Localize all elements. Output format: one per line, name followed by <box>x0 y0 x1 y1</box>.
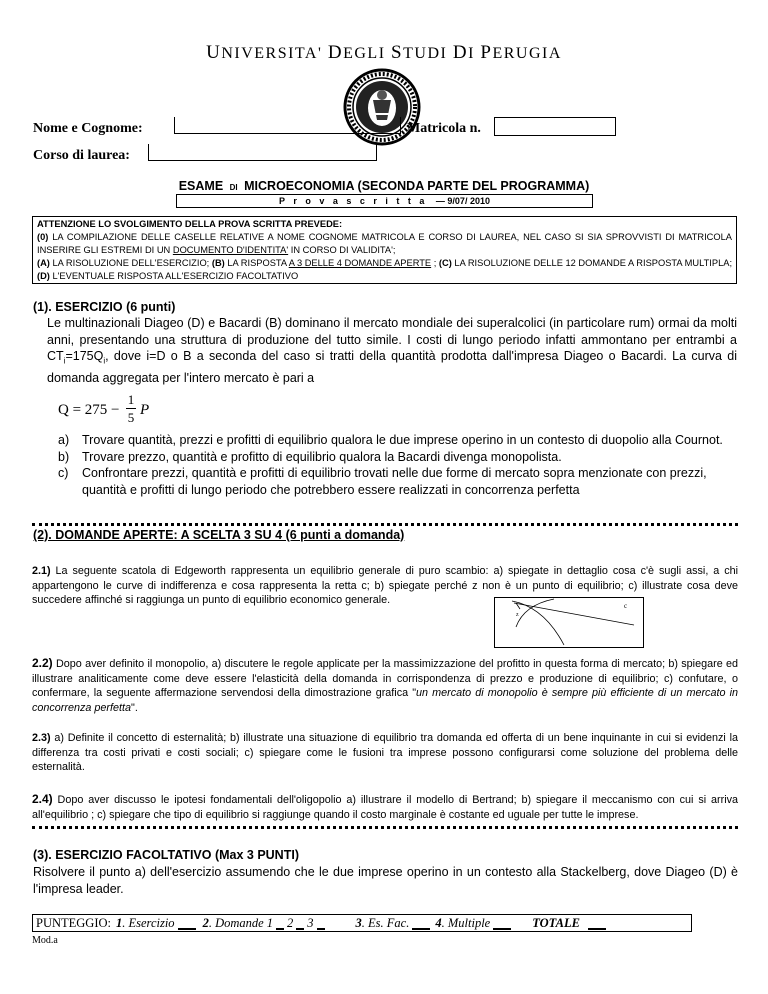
section3-text: Risolvere il punto a) dell'esercizio assumendo che le due imprese operino in un contesto alla Stackelberg, dove Diageo (D) è l'impresa leader. <box>33 865 738 896</box>
section1-item-b <box>58 449 738 466</box>
q3-tag: 2.3) <box>32 732 51 744</box>
score-sub-3: 3 <box>307 915 314 930</box>
attention-box <box>32 216 737 284</box>
corso-label: Corso di laurea: <box>33 148 130 163</box>
score-n4: 4 <box>435 915 442 930</box>
item-text: Trovare quantità, prezzi e profitti di equilibrio qualora le due imprese operino in un contesto di duopolio alla Cournot. <box>82 433 723 447</box>
formula-numerator: 1 <box>127 392 135 407</box>
attention-tag-0: (0) <box>37 232 49 242</box>
section1-paragraph <box>47 315 737 387</box>
question-2-2 <box>32 656 738 715</box>
item-text: Trovare prezzo, quantità e profitto di equilibrio qualora la Bacardi divenga monopolista. <box>82 449 562 464</box>
form-code: Mod.a <box>32 935 58 946</box>
attention-tag-c: (C) <box>438 258 452 268</box>
score-table <box>32 914 692 932</box>
university-title <box>0 42 768 64</box>
matricola-field[interactable] <box>494 117 616 136</box>
attention-text-b-underlined: A 3 DELLE 4 DOMANDE APERTE <box>288 258 432 268</box>
section3-heading: (3). ESERCIZIO FACOLTATIVO (Max 3 PUNTI) <box>33 848 299 862</box>
corso-field[interactable] <box>148 144 377 161</box>
item-text: Confrontare prezzi, quantità e profitti di equilibrio trovati nelle due forme di mercato sopra menzionate con prezzi, quantità e profitti di lungo periodo che potrebbero essere realizzati in concorrenza perfetta <box>82 466 707 497</box>
score-field-domanda-1[interactable] <box>276 917 284 930</box>
q4-tag: 2.4) <box>32 792 53 806</box>
section1-text-a: Le multinazionali Diageo (D) e Bacardi (B) dominano il mercato mondiale dei superalcolici (in particolare rum) ormai da molti anni, presentando una struttura di produzione del tutto simile. I costi di lungo periodo infatti ammontano per entrambi a CT <box>47 316 737 363</box>
attention-tag-a: (A) <box>37 258 50 268</box>
question-2-3 <box>32 731 738 775</box>
score-l1: . Esercizio <box>122 915 175 930</box>
prova-label: P r o v a s c r i t t a <box>279 196 428 206</box>
attention-tag-d: (D) <box>37 271 50 281</box>
attention-text-c: LA RISOLUZIONE DELLE 12 DOMANDE A RISPOSTA MULTIPLA; <box>451 258 733 268</box>
attention-doc: DOCUMENTO D'IDENTITA' <box>172 245 289 255</box>
section1-item-a <box>58 432 738 449</box>
score-field-esercizio[interactable] <box>178 917 196 930</box>
score-l2: . Domande 1 <box>208 915 274 930</box>
score-field-domanda-2[interactable] <box>296 917 304 930</box>
item-tag: a) <box>58 433 70 447</box>
formula-lhs: Q = 275 − <box>58 402 120 418</box>
score-total-label: TOTALE <box>532 915 580 930</box>
attention-text-b-end: ; <box>431 258 439 268</box>
section1-heading: (1). ESERCIZIO (6 punti) <box>33 300 176 314</box>
score-field-domanda-3[interactable] <box>317 917 325 930</box>
exam-title-di: DI <box>229 183 238 192</box>
fig-label-z: z <box>516 612 519 618</box>
score-field-facoltativo[interactable] <box>412 917 430 930</box>
score-l4: . Multiple <box>441 915 491 930</box>
q1-text: La seguente scatola di Edgeworth rappresenta un equilibrio generale di puro scambio: a) spiegate in dettaglio cosa c'è sugli assi, a chi appartengono le curve di indifferenza e cosa rappresenta la retta c; b) spiegate perché z non è un punto di equilibrio; c) illustrate cosa deve succedere affinché si raggiunga un punto di equilibrio economico generale. <box>32 565 738 606</box>
edgeworth-box-figure <box>494 597 644 648</box>
attention-tag-b: (B) <box>211 258 225 268</box>
section1-sub-i2: i <box>103 356 106 366</box>
score-label: PUNTEGGIO: <box>36 915 111 930</box>
formula-rhs: P <box>140 402 150 418</box>
name-field-frame <box>174 117 401 134</box>
score-l3: . Es. Fac. <box>361 915 410 930</box>
q3-text: a) Definite il concetto di esternalità; b) illustrate una situazione di equilibrio tra domanda ed offerta di un bene inquinante in cui si evidenzi la differenza tra costi privati e costi sociali; c) spiegare come le fusioni tra imprese possono configurarsi come soluzione del problema delle esternalità. <box>32 732 738 773</box>
exam-title <box>0 179 768 193</box>
score-sub-2: 2 <box>287 915 294 930</box>
section1-items <box>58 432 738 498</box>
attention-text-a: LA RISOLUZIONE DELL'ESERCIZIO; <box>49 258 212 268</box>
section1-item-c <box>58 465 738 498</box>
divider-2 <box>32 826 738 829</box>
item-tag: b) <box>58 449 70 464</box>
q1-tag: 2.1) <box>32 565 51 577</box>
section1-text-c: , dove i=D o B a seconda del caso si tratti della quantità prodotta dall'impresa Diageo o Bacardi. La curva di domanda aggregata per l'intero mercato è pari a <box>47 349 737 385</box>
section1-sub-i: i <box>63 356 66 366</box>
q2-text: Dopo aver definito il monopolio, a) discutere le regole applicate per la massimizzazione del profitto in questa forma di mercato; b) spiegare ed illustrare analiticamente come deve essere l'elasticità della domanda in corrispondenza di prezzo e produzione di equilibrio; c) confutare, o confermare, la seguente affermazione servendosi della dimostrazione grafica " <box>32 658 738 699</box>
section1-text-b: =175Q <box>65 349 104 363</box>
q2-end: ". <box>131 701 138 714</box>
section2-heading: (2). DOMANDE APERTE: A SCELTA 3 SU 4 (6 punti a domanda) <box>33 528 405 542</box>
attention-heading: ATTENZIONE LO SVOLGIMENTO DELLA PROVA SCRITTA PREVEDE: <box>37 219 343 229</box>
q4-text: Dopo aver discusso le ipotesi fondamentali dell'oligopolio a) illustrare il modello di Bertrand; b) spiegare il meccanismo con cui si arriva all'equilibrio ; c) spiegare che tipo di equilibrio si raggiunge quando il costo marginale è costante ed uguale per tutte le imprese. <box>32 794 738 821</box>
score-n2: 2 <box>202 915 209 930</box>
attention-text-0-end: IN CORSO DI VALIDITA'; <box>288 245 396 255</box>
matricola-label: Matricola n. <box>407 121 481 136</box>
score-n1: 1 <box>116 915 123 930</box>
score-field-multiple[interactable] <box>493 917 511 930</box>
question-2-4 <box>32 792 738 822</box>
exam-title-b: MICROECONOMIA (SECONDA PARTE DEL PROGRAMMA) <box>244 179 590 193</box>
attention-text-b: LA RISPOSTA <box>224 258 289 268</box>
score-field-totale[interactable] <box>588 917 606 930</box>
university-name: UNIVERSITA' DEGLI STUDI DI PERUGIA <box>206 42 562 63</box>
divider-1 <box>32 523 738 526</box>
score-n3: 3 <box>355 915 362 930</box>
item-tag: c) <box>58 466 69 480</box>
exam-date: — 9/07/ 2010 <box>435 196 490 206</box>
attention-text-d: L'EVENTUALE RISPOSTA ALL'ESERCIZIO FACOLTATIVO <box>49 271 299 281</box>
exam-title-a: ESAME <box>178 179 224 193</box>
prova-bar <box>176 194 593 208</box>
attention-text-0: LA COMPILAZIONE DELLE CASELLE RELATIVE A NOME COGNOME MATRICOLA E CORSO DI LAUREA, NEL CASO SI SIA SPROVVISTI DI MATRICOLA INSERIRE GLI ESTREMI DI UN <box>37 232 732 255</box>
q2-quote: un mercato di monopolio è sempre più efficiente di un mercato in concorrenza perfetta <box>32 687 738 714</box>
formula-denominator: 5 <box>127 410 135 425</box>
name-label: Nome e Cognome: <box>33 121 143 136</box>
fig-label-c: c <box>624 602 628 610</box>
q2-tag: 2.2) <box>32 656 53 670</box>
